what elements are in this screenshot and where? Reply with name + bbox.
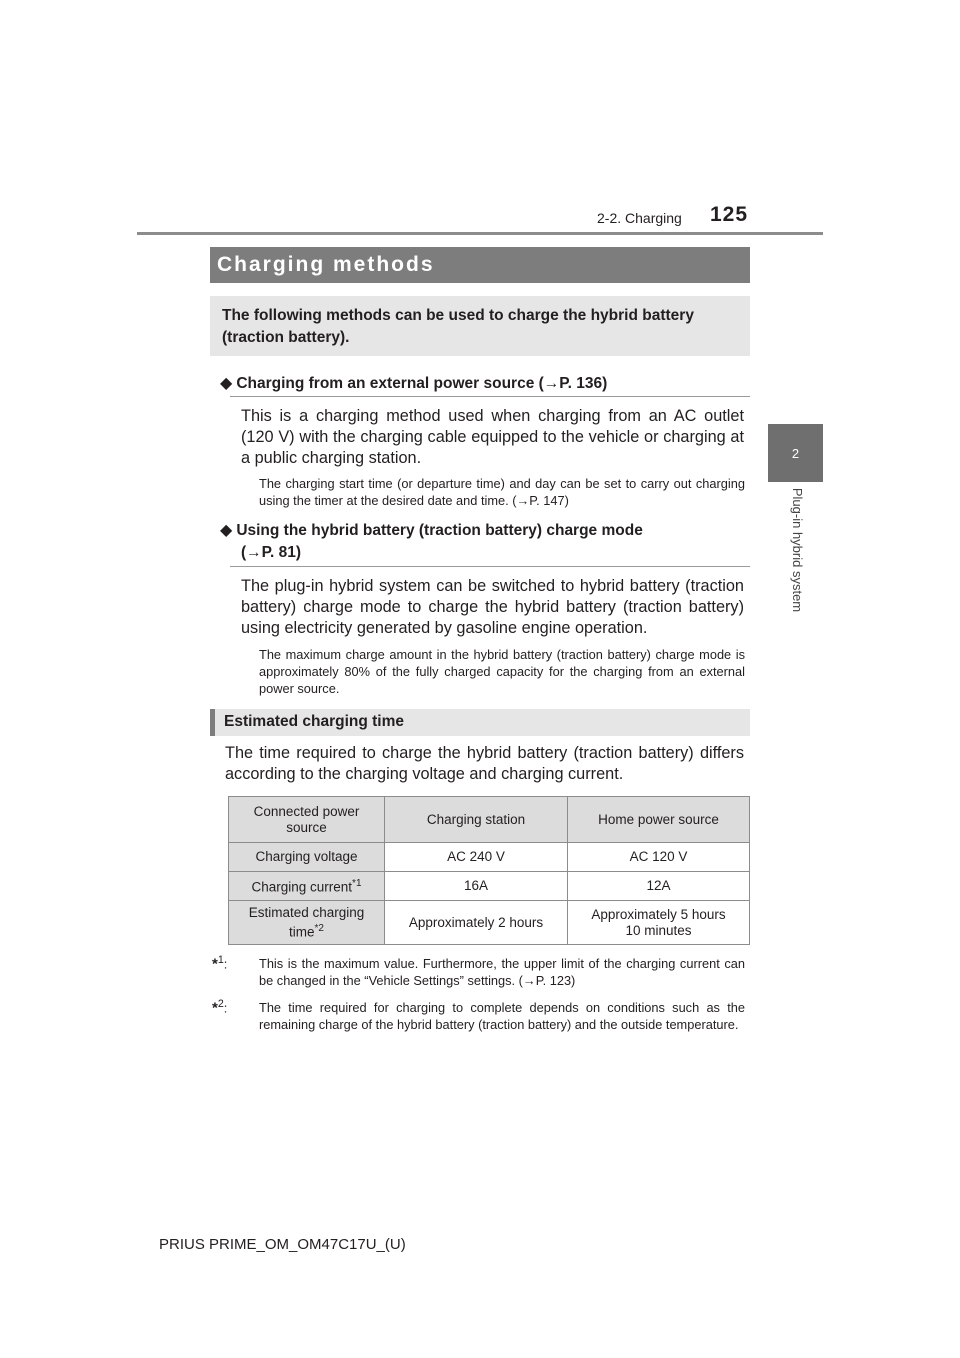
diamond-bullet-icon: ◆	[220, 375, 233, 392]
document-id: PRIUS PRIME_OM_OM47C17U_(U)	[159, 1236, 406, 1253]
estimate-body: The time required to charge the hybrid battery (traction battery) differs according to the charging voltage and charging current.	[225, 744, 744, 783]
table-row-label: Charging voltage	[229, 843, 385, 872]
method2-heading-line1: Using the hybrid battery (traction battery) charge mode	[236, 522, 643, 539]
diamond-bullet-icon: ◆	[220, 522, 233, 539]
estimate-heading: Estimated charging time	[224, 713, 405, 730]
method1-note: The charging start time (or departure time) and day can be set to carry out charging using the timer at the desired date and time. (→P. 147)	[259, 476, 745, 508]
table-row-label: Estimated charging time$^{*2}$	[229, 901, 385, 945]
table-header-cell: Connected power source	[229, 797, 385, 843]
table-cell: Approximately 2 hours	[385, 901, 568, 945]
page-title: Charging methods	[217, 253, 435, 276]
header-rule	[137, 232, 823, 235]
intro-box	[210, 296, 750, 356]
method2-body: The plug-in hybrid system can be switched to hybrid battery (traction battery) charge mode to charge the hybrid battery (traction battery) using electricity generated by gasoline engine operation.	[241, 577, 744, 637]
method1-heading	[220, 373, 607, 393]
title-bar	[210, 247, 750, 283]
chapter-label: Plug-in hybrid system	[790, 487, 805, 613]
charging-time-table	[228, 796, 750, 945]
table-row	[229, 872, 750, 901]
footnote-2-text: The time required for charging to complete depends on conditions such as the remaining charge of the hybrid battery (traction battery) and the outside temperature.	[259, 1000, 745, 1032]
section-label: 2-2. Charging	[597, 210, 682, 226]
intro-text: The following methods can be used to charge the hybrid battery (traction battery).	[222, 307, 694, 346]
table-cell: AC 240 V	[385, 843, 568, 872]
estimate-heading-bar	[210, 709, 750, 736]
table-header-cell: Charging station	[385, 797, 568, 843]
footnote-2-marker: *$^2$:	[212, 998, 228, 1017]
table-cell: 12A	[568, 872, 750, 901]
table-row-label: Charging current$^{*1}$	[229, 872, 385, 901]
method1-body: This is a charging method used when charging from an AC outlet (120 V) with the charging cable equipped to the vehicle or charging at a public charging station.	[241, 407, 744, 467]
method1-rule	[230, 396, 750, 397]
method2-note: The maximum charge amount in the hybrid battery (traction battery) charge mode is approximately 80% of the fully charged capacity for the charging from an external power source.	[259, 647, 745, 696]
table-row	[229, 843, 750, 872]
table-header-cell: Home power source	[568, 797, 750, 843]
method1-heading-text[interactable]: Charging from an external power source (→P. 136)	[236, 375, 608, 392]
method2-heading-ref[interactable]: (→P. 81)	[241, 544, 302, 561]
method2-heading	[220, 520, 643, 540]
table-row	[229, 901, 750, 945]
footnote-1-marker: *$^1$:	[212, 954, 228, 973]
table-cell: 16A	[385, 872, 568, 901]
table-cell: Approximately 5 hours 10 minutes	[568, 901, 750, 945]
table-row	[229, 797, 750, 843]
chapter-tab[interactable]	[768, 424, 823, 482]
method2-rule	[230, 566, 750, 567]
table-cell: AC 120 V	[568, 843, 750, 872]
footnote-1-text: This is the maximum value. Furthermore, the upper limit of the charging current can be changed in the “Vehicle Settings” settings. (→P. 123)	[259, 956, 745, 988]
chapter-number: 2	[791, 445, 800, 461]
page-number: 125	[710, 203, 749, 226]
